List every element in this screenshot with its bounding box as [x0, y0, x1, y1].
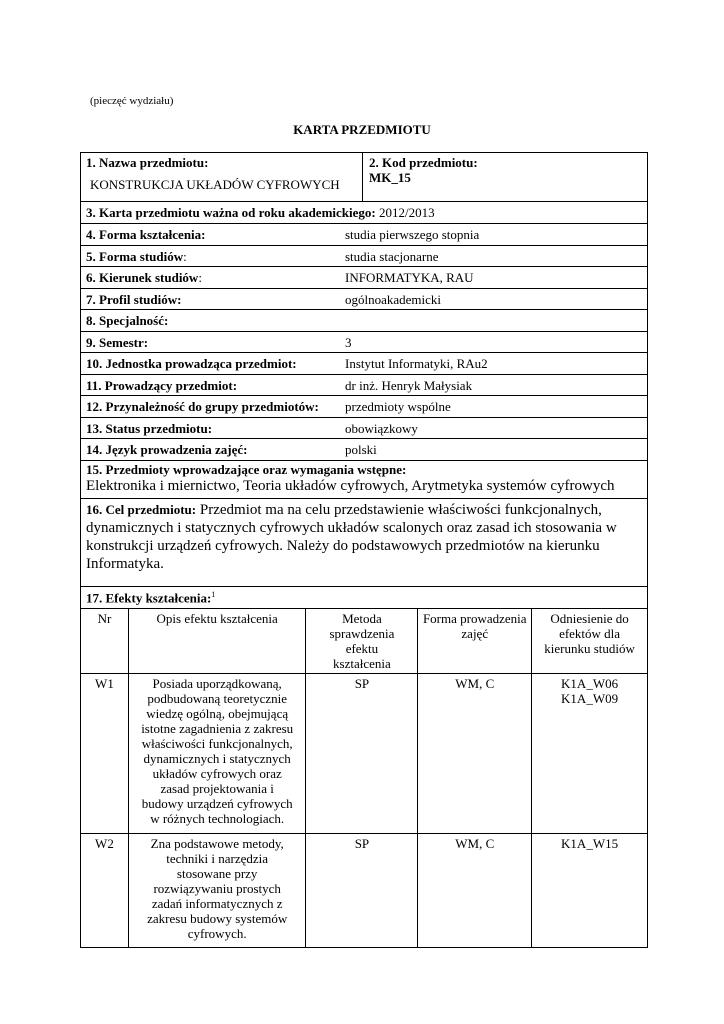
name-label: 1. Nazwa przedmiotu:	[86, 155, 209, 170]
info-row	[80, 396, 648, 418]
info-label: 6. Kierunek studiów	[86, 270, 199, 285]
effect-method: SP	[306, 834, 418, 948]
table-row	[81, 674, 648, 834]
table-row	[81, 834, 648, 948]
effect-form: WM, C	[418, 674, 532, 834]
effects-footnote: 1	[211, 590, 216, 599]
effect-form: WM, C	[418, 834, 532, 948]
effect-reference-code: K1A_W09	[561, 691, 619, 706]
column-header: Forma prowadzenia zajęć	[418, 609, 532, 674]
column-header: Odniesienie do efektów dla kierunku studiów	[532, 609, 648, 674]
info-label: 11. Prowadzący przedmiot:	[86, 378, 238, 393]
info-row	[80, 375, 648, 396]
effect-reference-code: K1A_W15	[561, 836, 619, 851]
info-row	[80, 224, 648, 246]
validity-value: 2012/2013	[378, 205, 435, 220]
goal-section	[80, 499, 648, 587]
info-value: 3	[345, 335, 352, 350]
effect-reference	[532, 674, 648, 834]
goal-label: 16. Cel przedmiotu:	[86, 502, 197, 517]
info-label: 4. Forma kształcenia:	[86, 227, 206, 242]
info-value: studia pierwszego stopnia	[345, 227, 480, 242]
effect-description: Zna podstawowe metody, techniki i narzędzia stosowane przy rozwiązywaniu prostych zadań informatycznych z zakresu budowy systemów cyfrowych.	[128, 834, 306, 948]
column-header: Nr	[81, 609, 129, 674]
info-label: 10. Jednostka prowadząca przedmiot:	[86, 356, 297, 371]
info-label: 7. Profil studiów:	[86, 292, 182, 307]
goal-value: Przedmiot ma na celu przedstawienie właściwości funkcjonalnych, dynamicznych i statycznych cyfrowych układów scalonych oraz zasad ich stosowania w konstrukcji urządzeń cyfrowych. Należy do podstawowych przedmiotów na kierunku Informatyka.	[86, 502, 617, 572]
page-title: KARTA PRZEDMIOTU	[293, 122, 431, 137]
info-row	[80, 439, 648, 461]
effects-label: 17. Efekty kształcenia:	[86, 590, 212, 606]
info-value: obowiązkowy	[345, 421, 418, 436]
info-row	[80, 310, 648, 332]
prereq-section	[80, 461, 648, 499]
info-value: ogólnoakademicki	[345, 292, 442, 307]
info-row	[80, 353, 648, 375]
info-value: studia stacjonarne	[345, 249, 439, 264]
prereq-value: Elektronika i miernictwo, Teoria układów cyfrowych, Arytmetyka systemów cyfrowych	[86, 478, 615, 494]
name-value: KONSTRUKCJA UKŁADÓW CYFROWYCH	[90, 177, 340, 192]
info-label: 5. Forma studiów	[86, 249, 184, 264]
code-value: MK_15	[369, 170, 411, 185]
info-row	[80, 246, 648, 267]
effect-method: SP	[306, 674, 418, 834]
info-label-suffix: :	[198, 270, 202, 285]
info-row	[80, 418, 648, 439]
validity-row	[80, 202, 648, 224]
prereq-label: 15. Przedmioty wprowadzające oraz wymagania wstępne:	[86, 462, 407, 477]
effects-heading	[80, 587, 648, 609]
effect-nr: W2	[81, 834, 129, 948]
column-header: Metoda sprawdzenia efektu kształcenia	[306, 609, 418, 674]
effects-table	[80, 608, 648, 948]
info-row	[80, 289, 648, 310]
info-row	[80, 267, 648, 289]
effect-reference	[532, 834, 648, 948]
info-label: 12. Przynależność do grupy przedmiotów:	[86, 399, 319, 414]
code-label: 2. Kod przedmiotu:	[369, 155, 478, 170]
info-label: 14. Język prowadzenia zajęć:	[86, 442, 248, 457]
info-label: 9. Semestr:	[86, 335, 149, 350]
subject-header	[80, 152, 648, 202]
name-cell	[81, 153, 363, 201]
effect-description: Posiada uporządkowaną, podbudowaną teoretycznie wiedzę ogólną, obejmującą istotne zagadnienia z zakresu właściwości funkcjonalnych, dynamicznych i statycznych układów cyfrowych oraz zasad projektowania i budowy urządzeń cyfrowych w różnych technologiach.	[128, 674, 306, 834]
info-value: polski	[345, 442, 377, 457]
info-label: 8. Specjalność:	[86, 313, 169, 328]
info-value: dr inż. Henryk Małysiak	[345, 378, 473, 393]
validity-label: 3. Karta przedmiotu ważna od roku akademickiego:	[86, 205, 376, 220]
column-header: Opis efektu kształcenia	[128, 609, 306, 674]
effect-reference-code: K1A_W06	[561, 676, 619, 691]
effect-nr: W1	[81, 674, 129, 834]
table-header-row	[81, 609, 648, 674]
info-row	[80, 332, 648, 353]
info-label: 13. Status przedmiotu:	[86, 421, 213, 436]
info-label-suffix: :	[183, 249, 187, 264]
faculty-stamp-note: (pieczęć wydziału)	[90, 95, 174, 107]
info-value: Instytut Informatyki, RAu2	[345, 356, 488, 371]
info-value: INFORMATYKA, RAU	[345, 270, 474, 285]
info-value: przedmioty wspólne	[345, 399, 451, 414]
